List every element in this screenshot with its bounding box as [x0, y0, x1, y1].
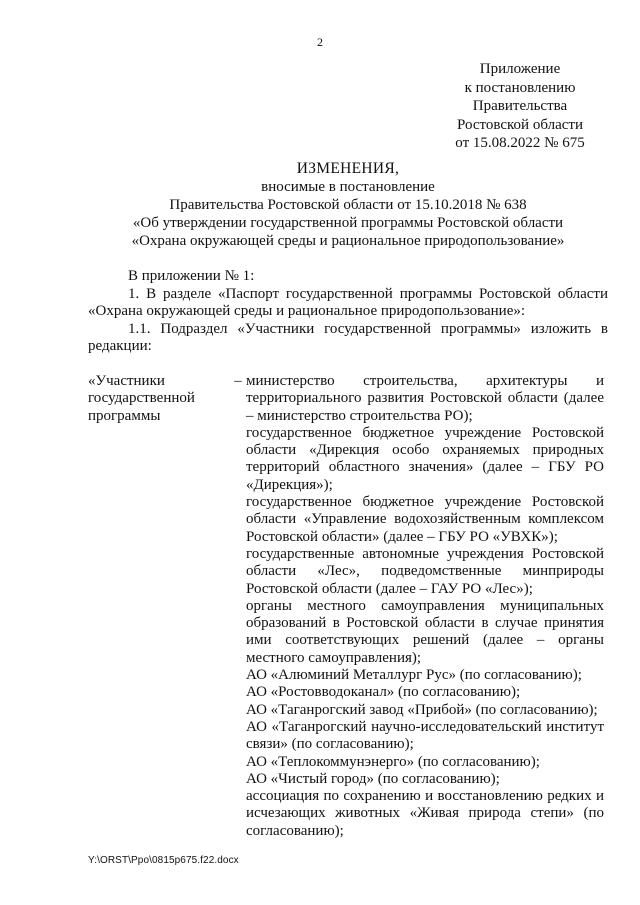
- appendix-line: к постановлению: [464, 79, 576, 96]
- appendix-block: [440, 60, 600, 153]
- heading-line: вносимые в постановление: [261, 179, 435, 195]
- participant-item: АО «Ростовводоканал» (по согласованию);: [246, 684, 521, 701]
- file-path-footer: Y:\ORST\Ppo\0815p675.f22.docx: [88, 855, 239, 866]
- appendix-line: Правительства: [472, 98, 568, 114]
- participant-item: АО «Чистый город» (по согласованию);: [246, 770, 500, 787]
- participant-item: АО «Таганрогский завод «Прибой» (по согласованию);: [246, 701, 598, 718]
- participant-item: ассоциация по сохранению и восстановлению редких и исчезающих животных «Живая природа степи» (по согласованию);: [246, 788, 604, 839]
- participant-item: органы местного самоуправления муниципальных образований в Ростовской области в случае принятия ими соответствующих решений (далее – органы местного самоуправления);: [246, 597, 604, 666]
- body-paragraph: В приложении № 1:: [128, 268, 255, 284]
- heading-line: «Охрана окружающей среды и рациональное природопользование»: [131, 233, 565, 249]
- body-paragraph: 1. В разделе «Паспорт государственной программы Ростовской области «Охрана окружающей среды и рациональное природопользование»:: [88, 285, 608, 319]
- participant-item: государственное бюджетное учреждение Ростовской области «Управление водохозяйственным комплексом Ростовской области» (далее – ГБУ РО «УВХК»);: [246, 494, 604, 545]
- appendix-line: от 15.08.2022 № 675: [455, 135, 585, 151]
- body-paragraph: 1.1. Подраздел «Участники государственной программы» изложить в редакции:: [88, 320, 608, 354]
- document-title: ИЗМЕНЕНИЯ,: [296, 160, 400, 177]
- page-number: 2: [317, 35, 323, 49]
- participant-item: министерство строительства, архитектуры и территориального развития Ростовской области (далее – министерство строительства РО);: [246, 373, 604, 424]
- participants-label: «Участники государственной программы: [88, 373, 195, 424]
- participant-item: АО «Таганрогский научно-исследовательский институт связи» (по согласованию);: [246, 718, 604, 753]
- body-text: [88, 268, 608, 356]
- participant-item: государственные автономные учреждения Ростовской области «Лес», подведомственные минприроды Ростовской области (далее – ГАУ РО «Лес»);: [246, 545, 604, 597]
- heading-line: «Об утверждении государственной программы Ростовской области: [132, 215, 564, 231]
- document-heading: [88, 160, 608, 250]
- participant-item: государственное бюджетное учреждение Ростовской области «Дирекция особо охраняемых природных территорий областного значения» (далее – ГБУ РО «Дирекция»);: [246, 424, 604, 493]
- participant-item: АО «Теплокоммунэнерго» (по согласованию);: [246, 753, 540, 770]
- participant-item: АО «Алюминий Металлург Рус» (по согласованию);: [246, 667, 582, 684]
- dash-separator: –: [234, 373, 242, 389]
- appendix-line: Ростовской области: [457, 116, 583, 133]
- heading-line: Правительства Ростовской области от 15.10.2018 № 638: [169, 197, 527, 213]
- appendix-line: Приложение: [479, 61, 561, 77]
- participants-list: [246, 373, 604, 840]
